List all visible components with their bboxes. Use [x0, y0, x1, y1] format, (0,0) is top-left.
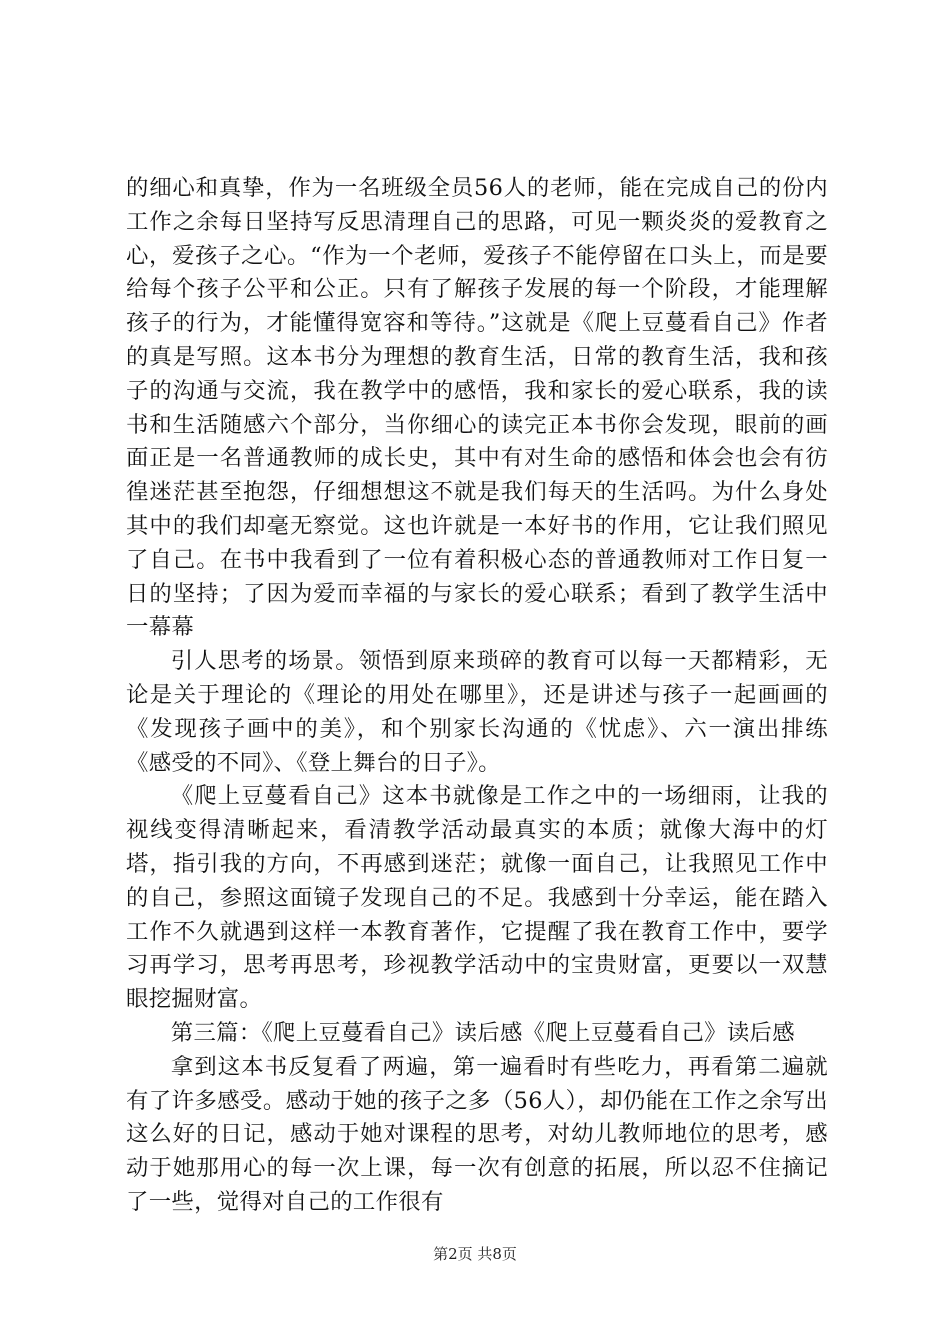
section-heading-part-three: 第三篇：《爬上豆蔓看自己》读后感《爬上豆蔓看自己》读后感	[170, 1019, 795, 1046]
paragraph-reading-impressions: 拿到这本书反复看了两遍，第一遍看时有些吃力，再看第二遍就有了许多感受。感动于她的孩子之多（56人），却仍能在工作之余写出这么好的日记，感动于她对课程的思考，对幼儿教师地位的思考，感动于她那用心的每一次上课，每一次有创意的拓展，所以忍不住摘记了一些，觉得对自己的工作很有	[126, 1053, 828, 1215]
paragraph-continuation: 的细心和真挚，作为一名班级全员56人的老师，能在完成自己的份内工作之余每日坚持写反思清理自己的思路，可见一颗炎炎的爱教育之心，爱孩子之心。“作为一个老师，爱孩子不能停留在口头上，而是要给每个孩子公平和公正。只有了解孩子发展的每一个阶段，才能理解孩子的行为，才能懂得宽容和等待。”这就是《爬上豆蔓看自己》作者的真是写照。这本书分为理想的教育生活，日常的教育生活，我和孩子的沟通与交流，我在教学中的感悟，我和家长的爱心联系，我的读书和生活随感六个部分，当你细心的读完正本书你会发现，眼前的画面正是一名普通教师的成长史，其中有对生命的感悟和体会也会有彷徨迷茫甚至抱怨，仔细想想这不就是我们每天的生活吗。为什么身处其中的我们却毫无察觉。这也许就是一本好书的作用，它让我们照见了自己。在书中我看到了一位有着积极心态的普通教师对工作日复一日的坚持；了因为爱而幸福的与家长的爱心联系；看到了教学生活中一幕幕	[126, 175, 828, 641]
document-body	[126, 172, 828, 1220]
paragraph-scenes: 引人思考的场景。领悟到原来琐碎的教育可以每一天都精彩，无论是关于理论的《理论的用处在哪里》，还是讲述与孩子一起画画的《发现孩子画中的美》，和个别家长沟通的《忧虑》、六一演出排练《感受的不同》、《登上舞台的日子》。	[126, 648, 828, 776]
page-number-footer: 第2页 共8页	[433, 1245, 517, 1263]
paragraph-book-reflection: 《爬上豆蔓看自己》这本书就像是工作之中的一场细雨，让我的视线变得清晰起来，看清教学活动最真实的本质；就像大海中的灯塔，指引我的方向，不再感到迷茫；就像一面自己，让我照见工作中的自己，参照这面镜子发现自己的不足。我感到十分幸运，能在踏入工作不久就遇到这样一本教育著作，它提醒了我在教育工作中，要学习再学习，思考再思考，珍视教学活动中的宝贵财富，更要以一双慧眼挖掘财富。	[126, 783, 828, 1013]
